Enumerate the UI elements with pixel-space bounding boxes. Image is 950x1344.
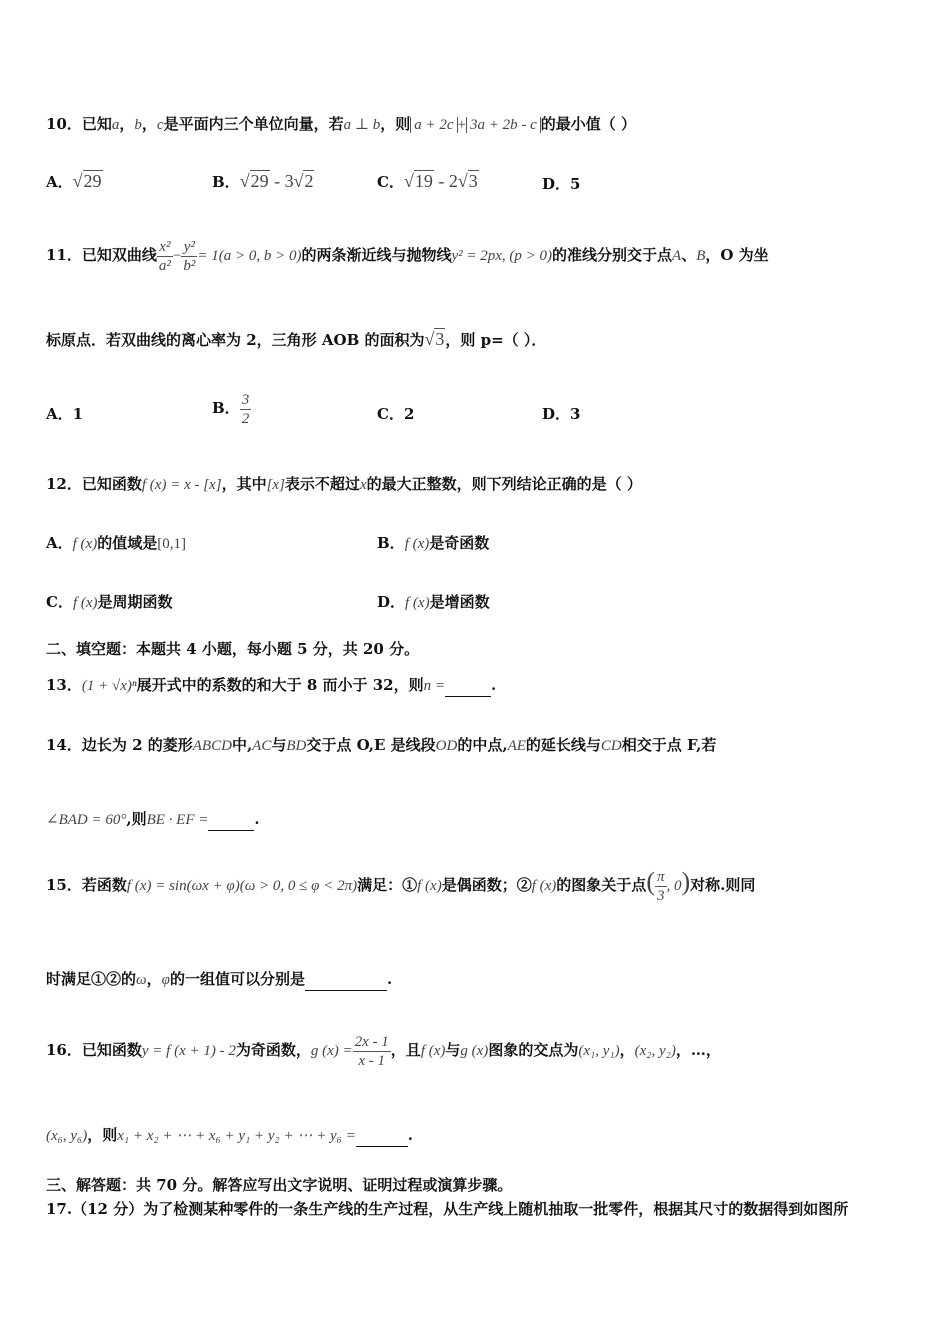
q15-answer-blank[interactable] bbox=[305, 968, 387, 991]
q12-option-b[interactable]: B．f (x)是奇函数 bbox=[377, 534, 490, 552]
q11-option-d[interactable]: D．3 bbox=[542, 405, 581, 423]
binomial-expression: (1 + √x)ⁿ bbox=[81, 678, 137, 694]
q17-stem: 17.（12 分）为了检测某种零件的一条生产线的生产过程，从生产线上随机抽取一批零件，根据其尺寸的数据得到如图所 bbox=[46, 1200, 849, 1218]
vec-b: b bbox=[134, 117, 142, 133]
q13-answer-blank[interactable] bbox=[445, 674, 491, 697]
q10-option-c[interactable]: C．√19 - 2√3 bbox=[377, 171, 478, 191]
abs-expr-2: 3a + 2b - c bbox=[466, 117, 541, 133]
abs-expr-1: a + 2c bbox=[410, 117, 457, 133]
q10-option-a[interactable]: A．√29 bbox=[46, 171, 102, 191]
sine-function: f (x) = sin(ωx + φ)(ω > 0, 0 ≤ φ < 2π) bbox=[126, 878, 358, 894]
q11-stem: 11．已知双曲线 $\frac{\text{x²}}{\text{a²}}$ − $\frac{\text{y²}}{\text{b²}}$ = 1(a > 0, b > 0)的两条渐近线与抛物线y² = 2px, (p > 0)的准线分别交于点A、B，O 为坐 bbox=[46, 238, 769, 274]
q11-option-b[interactable]: B． $\frac{3}{2}$ bbox=[212, 391, 250, 427]
q15-stem: 15．若函数f (x) = sin(ωx + φ)(ω > 0, 0 ≤ φ < 2π)满足：①f (x)是偶函数；②f (x)的图象关于点( $\frac{\pi}{3}$ , 0)对称.则同 bbox=[46, 867, 756, 904]
q10-stem: 10．已知a，b，c是平面内三个单位向量，若a ⊥ b，则 a + 2c + 3a + 2b - c 的最小值（ ） bbox=[46, 115, 636, 133]
section-3-heading: 三、解答题：共 70 分。解答应写出文字说明、证明过程或演算步骤。 bbox=[46, 1176, 513, 1194]
perp-condition: a ⊥ b bbox=[343, 117, 381, 133]
q12-option-c[interactable]: C．f (x)是周期函数 bbox=[46, 593, 173, 611]
q16-answer-blank[interactable] bbox=[356, 1124, 408, 1147]
q13-stem: 13．(1 + √x)ⁿ展开式中的系数的和大于 8 而小于 32，则n = . bbox=[46, 674, 496, 697]
q12-stem: 12．已知函数f (x) = x - [x]，其中[x]表示不超过x的最大正整数，则下列结论正确的是（ ） bbox=[46, 475, 642, 493]
q14-answer-blank[interactable] bbox=[208, 808, 254, 831]
vec-a: a bbox=[111, 117, 120, 133]
q12-option-d[interactable]: D．f (x)是增函数 bbox=[377, 593, 490, 611]
q10-option-d[interactable]: D．5 bbox=[542, 175, 581, 193]
q12-option-a[interactable]: A．f (x)的值域是[0,1] bbox=[46, 534, 186, 552]
q16-stem-line2: (x₆, y₆)，则x₁ + x₂ + ⋯ + x₆ + y₁ + y₂ + ⋯ + y₆ = . bbox=[46, 1124, 413, 1147]
q14-stem: 14．边长为 2 的菱形ABCD中,AC与BD交于点 O,E 是线段OD的中点,AE的延长线与CD相交于点 F,若 bbox=[46, 736, 717, 754]
parabola-equation: y² = 2px, (p > 0) bbox=[451, 248, 553, 264]
q16-stem: 16．已知函数y = f (x + 1) - 2为奇函数，g (x) = $\frac{2x - 1}{x - 1}$ ，且f (x)与g (x)图象的交点为(x₁, y₁)，(x₂, y₂)，…， bbox=[46, 1033, 721, 1069]
section-2-heading: 二、填空题：本题共 4 小题，每小题 5 分，共 20 分。 bbox=[46, 640, 420, 658]
q11-option-a[interactable]: A．1 bbox=[46, 405, 84, 423]
hyperbola-condition: = 1(a > 0, b > 0) bbox=[197, 248, 302, 264]
q10-option-b[interactable]: B．√29 - 3√2 bbox=[212, 171, 314, 191]
q15-stem-line2: 时满足①②的ω，φ的一组值可以分别是 . bbox=[46, 968, 392, 991]
vec-c: c bbox=[156, 117, 164, 133]
sum-expression: x₁ + x₂ + ⋯ + x₆ + y₁ + y₂ + ⋯ + y₆ = bbox=[117, 1128, 356, 1144]
function-definition: f (x) = x - [x] bbox=[141, 477, 222, 493]
q14-stem-line2: ∠BAD = 60°,则BE · EF = . bbox=[46, 808, 260, 831]
q11-option-c[interactable]: C．2 bbox=[377, 405, 415, 423]
q11-stem-line2: 标原点．若双曲线的离心率为 2，三角形 AOB 的面积为√3，则 p=（ ）． bbox=[46, 329, 547, 349]
